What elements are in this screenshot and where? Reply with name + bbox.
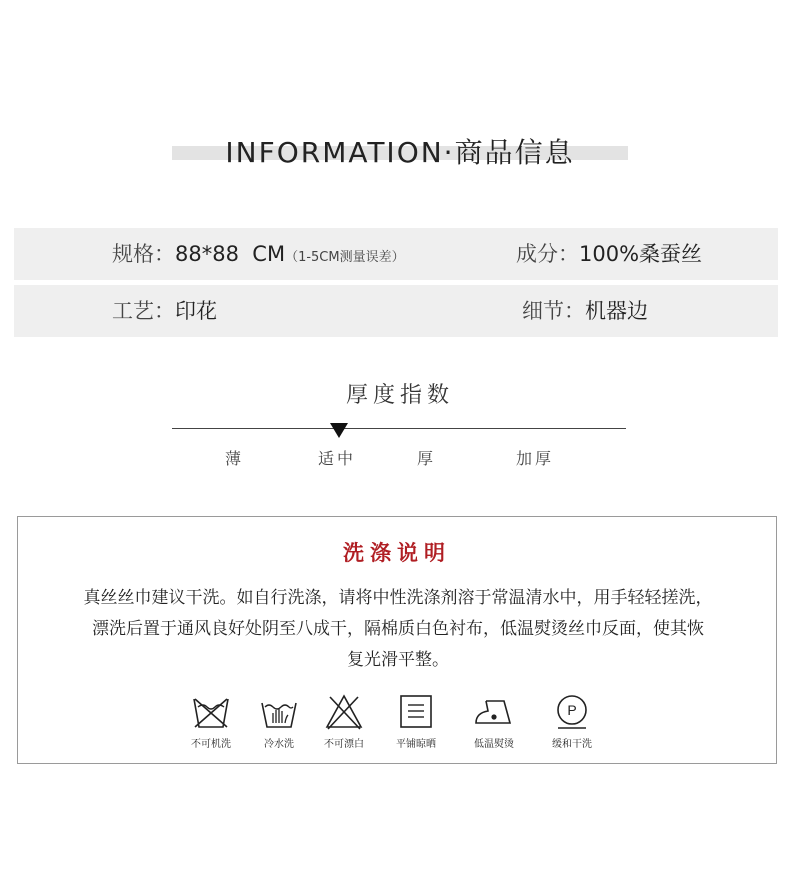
cold-hand-wash-icon [259, 693, 299, 731]
care-text-line-3: 复光滑平整。 [347, 650, 449, 670]
care-icon-item-6 [532, 693, 612, 750]
page-title [172, 132, 628, 174]
thickness-level-thin: 薄 [225, 449, 245, 468]
material-spec [516, 228, 702, 280]
thickness-title: 厚度指数 [345, 383, 454, 408]
detail-spec [522, 285, 648, 337]
detail-value: 机器边 [585, 299, 648, 323]
size-value: 88*88 CM [175, 242, 286, 266]
size-spec [112, 228, 405, 280]
page-title-text: INFORMATION·商品信息 [225, 136, 575, 169]
thickness-scale-line [172, 428, 626, 429]
low-iron-icon [472, 693, 516, 731]
material-value: 100%桑蚕丝 [579, 242, 703, 266]
section-header [172, 132, 628, 174]
care-icon-label-3: 不可漂白 [324, 739, 364, 750]
care-text-line-1: 真丝丝巾建议干洗。如自行洗涤，请将中性洗涤剂溶于常温清水中，用手轻轻搓洗， [83, 588, 713, 608]
care-icon-item-3 [304, 693, 384, 750]
thickness-level-medium: 适中 [318, 449, 357, 468]
care-icon-label-4: 平铺晾晒 [396, 739, 436, 750]
craft-value: 印花 [175, 299, 217, 323]
care-title: 洗涤说明 [343, 541, 451, 565]
size-label: 规格： [112, 242, 175, 266]
thickness-level-thick: 厚 [417, 449, 437, 468]
material-label: 成分： [516, 242, 579, 266]
detail-label: 细节： [522, 299, 585, 323]
craft-spec [112, 285, 217, 337]
info-row-1 [14, 228, 778, 280]
info-row-2 [14, 285, 778, 337]
care-icon-label-1: 不可机洗 [191, 739, 231, 750]
thickness-level-extra-thick: 加厚 [516, 449, 555, 468]
craft-label: 工艺： [112, 299, 175, 323]
dry-flat-icon [396, 693, 436, 731]
no-machine-wash-icon [191, 693, 231, 731]
care-instructions-box [17, 516, 777, 764]
thickness-indicator-icon [330, 423, 348, 438]
gentle-dry-clean-icon [552, 693, 592, 731]
care-icon-label-5: 低温熨烫 [474, 739, 514, 750]
care-icon-label-6: 缓和干洗 [552, 739, 592, 750]
no-bleach-icon [324, 693, 364, 731]
care-text-line-2: 漂洗后置于通风良好处阴至八成干，隔棉质白色衬布，低温熨烫丝巾反面，使其恢 [92, 619, 704, 639]
care-text [54, 583, 742, 676]
care-icon-label-2: 冷水洗 [264, 739, 294, 750]
size-note: （1-5CM测量误差） [285, 250, 405, 265]
care-icon-item-4 [376, 693, 456, 750]
care-icon-item-5 [454, 693, 534, 750]
svg-text:P: P [567, 702, 577, 718]
